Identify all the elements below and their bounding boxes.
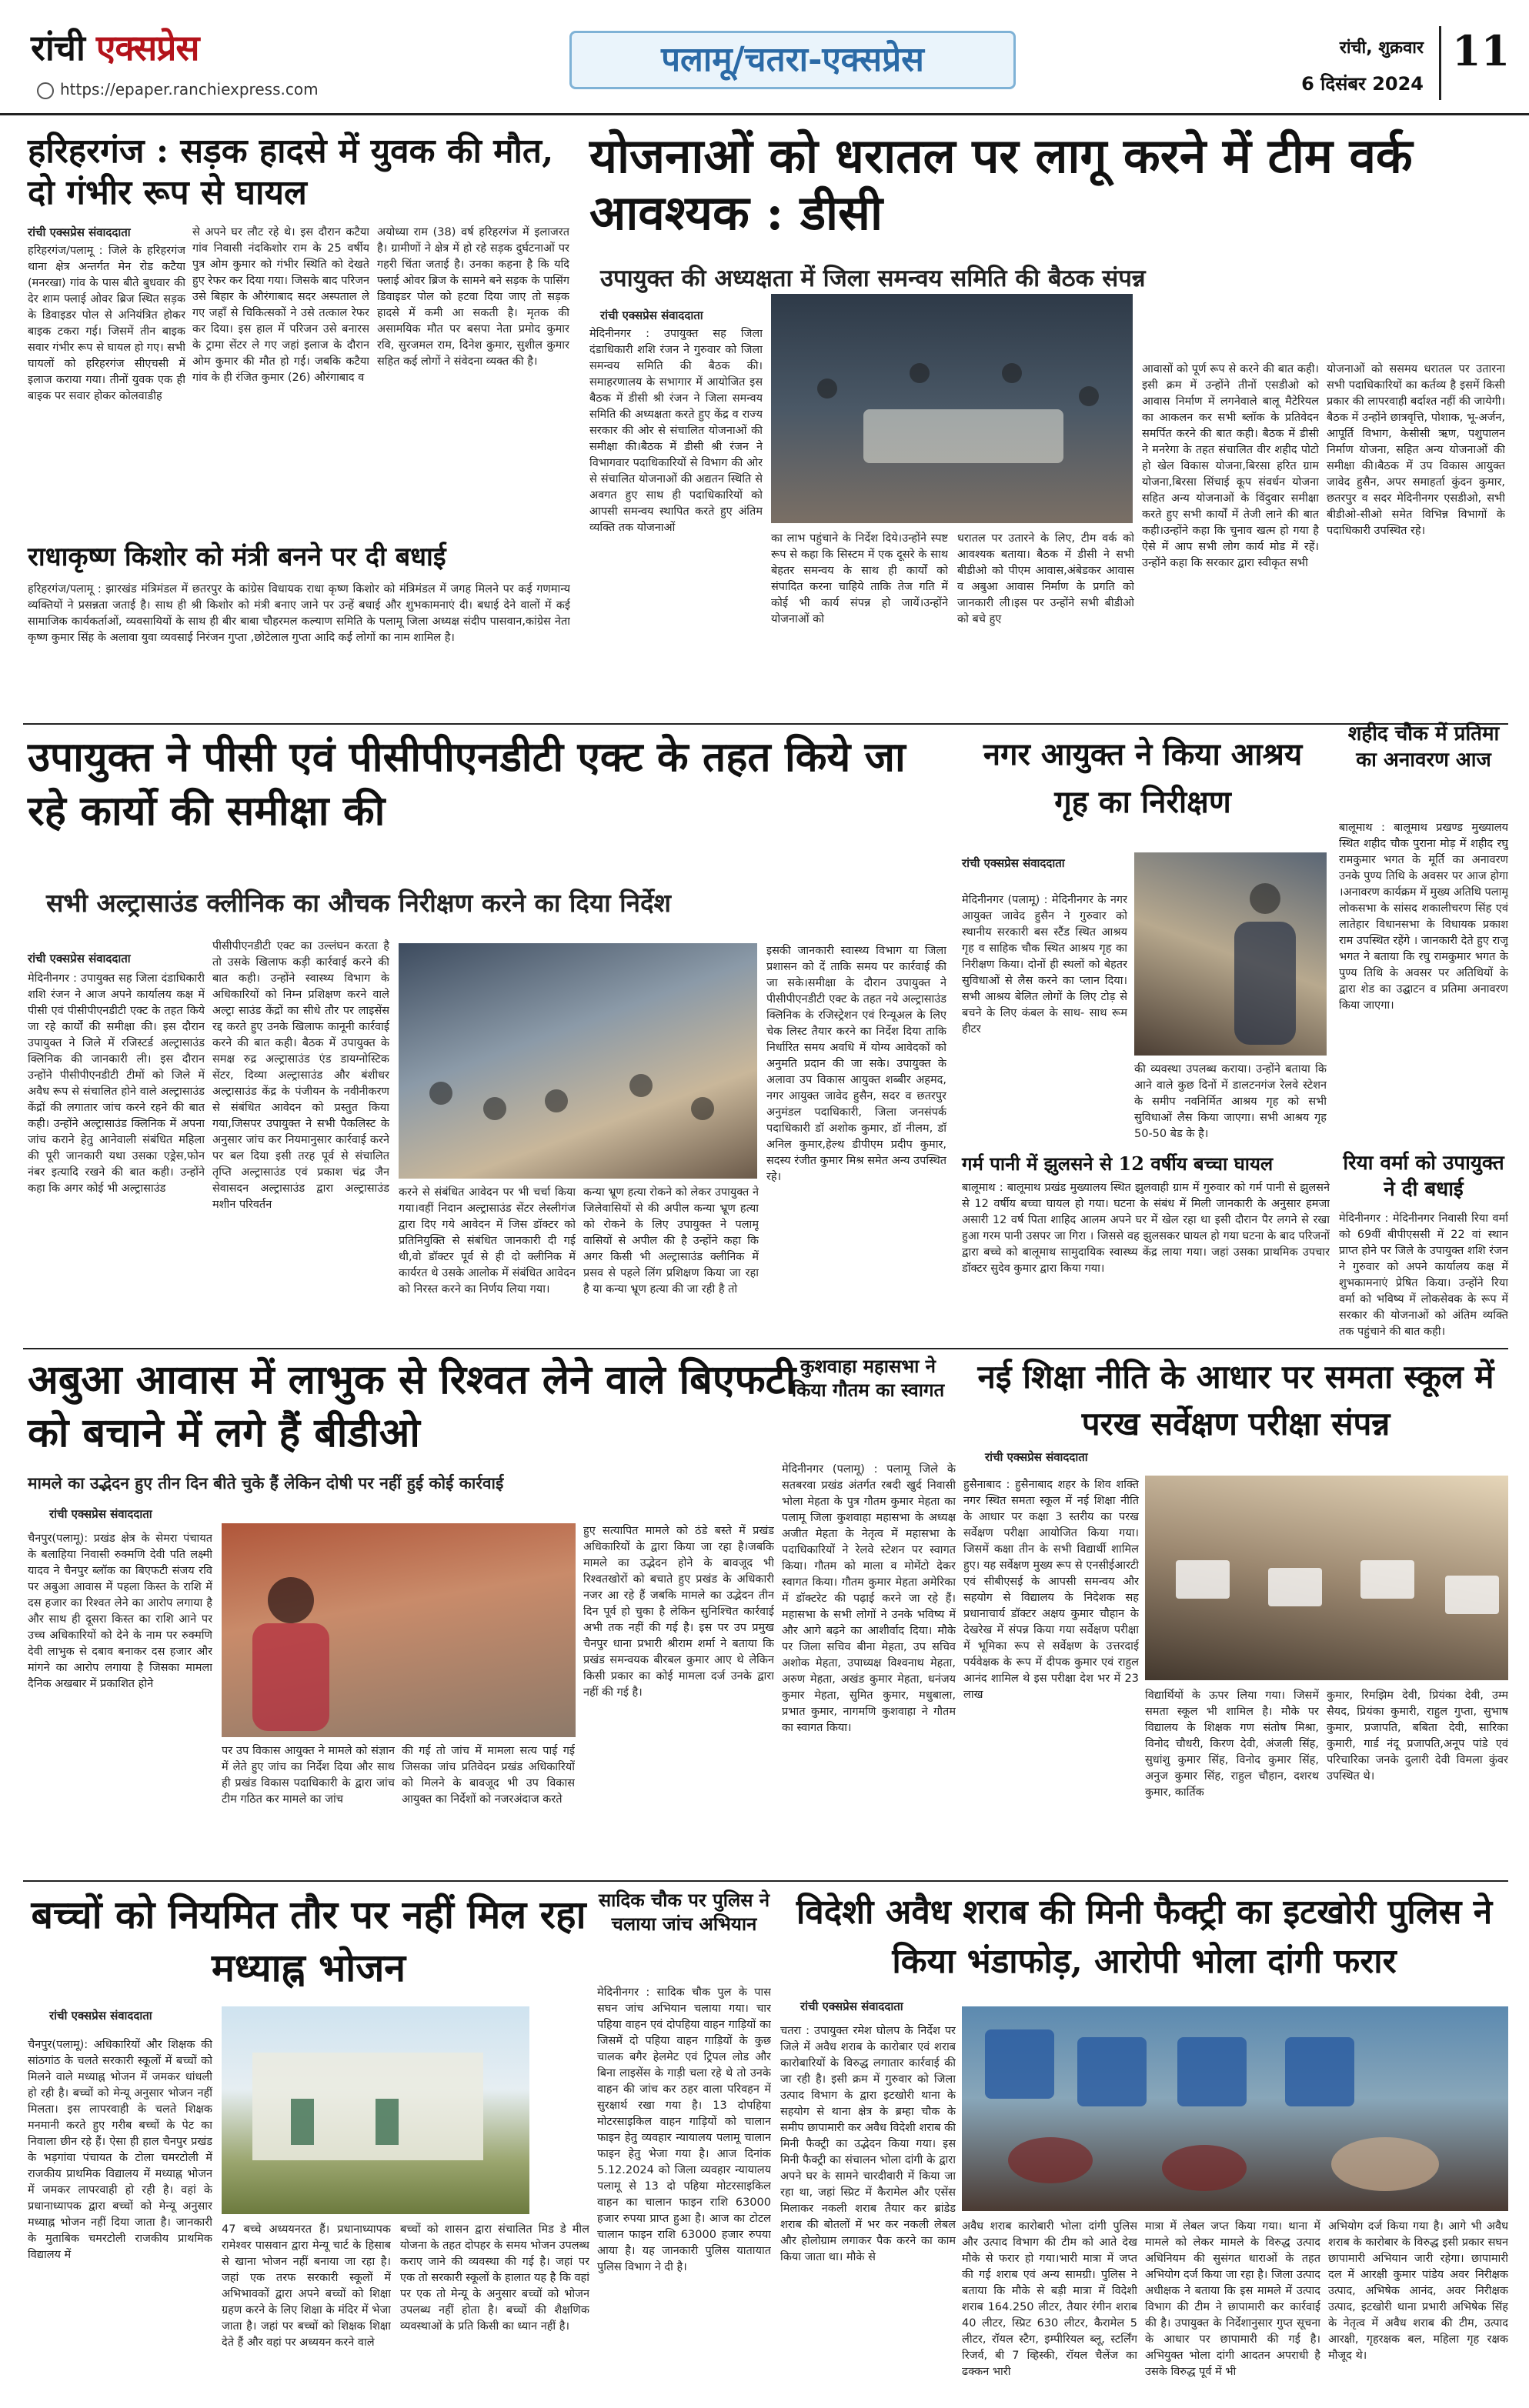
- article-column: की गई तो जांच में मामला सत्य पाई गई जिसका जांच प्रतिवेदन प्रखंड अधिकारियों को मिलने के बावजूद भी उप विकास आयुक्त का निर्देशों को नजरअंदाज करते: [402, 1745, 575, 1806]
- review-meeting-photo: [399, 943, 757, 1179]
- article-column: पीसीपीएनडीटी एक्ट का उल्लंघन करता है तो उसके खिलाफ कड़ी कार्रवाई करने की बात कही। उन्होंने स्वास्थ्य विभाग के अधिकारियों को निम्न प्रशिक्षण करने वाले अल्ट्रा साउंड केंद्रों का सीधे तौर पर लाइसेंस रद्द करते हुए उनके खिलाफ कानूनी कार्रवाई करने की बात कही। बैठक में उपायुक्त के समक्ष रुद्र अल्ट्रासाउंड एंड डायग्नोस्टिक सेंटर, दिव्या अल्ट्रासाउंड और बंशीधर अल्ट्रासाउंड केंद्र के पंजीयन के नवीनीकरण से संबंधित आवेदन को प्रस्तुत किया गया,जिसपर उपायुक्त ने सभी पैकलिस्ट के अनुसार जांच कर नियमानुसार कार्रवाई करने पर बल दिया इसी तरह पूर्व से संचालित तृप्ति अल्ट्रासाउंड एवं प्रकाश चंद्र जैन सेवासदन अल्ट्रासाउंड द्वारा अल्ट्रासाउंड मशीन परिवर्तन: [212, 940, 389, 1211]
- article-body: बालूमाथ : बालूमाथ प्रखंड मुख्यालय स्थित झुलवाही ग्राम में गुरुवार को गर्म पानी से झुलसने से 12 वर्षीय बच्चा घायल हो गया। घटना के संबंध में मिली जानकारी के अनुसार हमजा असारी 12 वर्ष पिता शाहिद आलम अपने घर में खेल रहा था इसी दौरान पैर लगने से रखा हुआ गरम पानी उसपर जा गिरा । जिससे वह झुलसकर घायल हो गया घटना के बाद परिजनों द्वारा बच्चे को बालूमाथ सामुदायिक स्वास्थ्य केंद्र लाया गया। जहां उसका प्राथमिक उपचार डॉक्टर सुदेव कुमार द्वारा किया गया।: [962, 1182, 1330, 1275]
- article-column: मेदिनीनगर : उपायुक्त सह जिला दंडाधिकारी शशि रंजन ने आज अपने कार्यालय कक्ष में पीसी एवं पीसीपीएनडीटी एक्ट के तहत किये जा रहे कार्यों की समीक्षा की। इस दौरान उपायुक्त ने जिले में रजिस्टर्ड अल्ट्रासाउंड क्लिनिक की जानकारी ली। इस दौरान उन्होंने पीसीपीएनडीटी टीमों को जिले में अवैध रूप से संचालित होने वाले अल्ट्रासाउंड केंद्रों की लगातार जांच करने रहने की बात कही। उन्होंने अल्ट्रासाउंड क्लिनिक में अपना जांच कराने हेतु आनेवाली संबंधित महिला की पूरी जानकारी यथा उसका एड्रेस,फोन नंबर इत्यादि रखने की बात कही। उन्होंने कहा कि अगर कोई भी अल्ट्रासाउंड: [28, 972, 205, 1195]
- meeting-photo: [771, 294, 1133, 523]
- article-body: मेदिनीनगर : सादिक चौक पुल के पास सघन जांच अभियान चलाया गया। चार पहिया वाहन एवं दोपहिया वाहन गाड़ियों का जिसमें दो पहिया वाहन गाड़ियों के कुछ चालक बगैर हेलमेट एवं ट्रिपल लोड और बिना लाइसेंस के गाड़ी चला रहे थे तो उनके वाहन की जांच कर ठहर वाला परिवहन में सुरक्षार्थ रखा गया है। 13 दोपहिया मोटरसाइकिल वाहन गाड़ियों को चालान फाइन हेतु व्यवहार न्यायालय पलामू चालान फाइन हेतु भेजा गया है। आज दिनांक 5.12.2024 को जिला व्यवहार न्यायालय पलामू से 13 दो पहिया मोटरसाइकिल वाहन का चालान फाइन राशि 63000 हजार रुपया प्राप्त हुआ है। आज का टोटल चालान फाइन राशि 63000 हजार रुपया आया है। यह जानकारी पुलिस यातायात पुलिस विभाग ने दी है।: [597, 1986, 771, 2273]
- article-column: अवैध शराब कारोबारी भोला दांगी पुलिस और उत्पाद विभाग की टीम को आते देख मौके से फरार हो गया।भारी मात्रा में जप्त की गई शराब एवं अन्य सामग्री। पुलिस ने बताया कि मौके से बड़ी मात्रा में विदेशी शराब 164.250 लीटर, तैयार रंगीन शराब 40 लीटर, स्प्रिट 630 लीटर, कैरामेल 5 लीटर, रॉयल स्टैग, इम्पीरियल ब्लू, स्टर्लिंग रिजर्व, बी 7 व्हिस्की, रॉयल चैलेंज का ढक्कन भारी: [962, 2220, 1137, 2378]
- byline: रांची एक्सप्रेस संवाददाता: [28, 952, 131, 966]
- page-number: 11: [1439, 26, 1510, 100]
- headline-hot-water-burn: गर्म पानी में झुलसने से 12 वर्षीय बच्चा घायल: [962, 1152, 1274, 1175]
- masthead: [0, 0, 1529, 115]
- byline: रांची एक्सप्रेस संवाददाता: [49, 2009, 152, 2023]
- article-column: 47 बच्चे अध्ययनरत हैं। प्रधानाध्यापक रामेश्वर पासवान द्वारा मेन्यू चार्ट के हिसाब से खाना भोजन नहीं बनाया जा रहा है। जहां एक तरफ सरकारी स्कूलों में अभिभावकों द्वारा अपने बच्चों को शिक्षा ग्रहण करने के लिए शिक्षा के मंदिर में भेजा जाता है। जहां पर बच्चों को शिक्षक शिक्षा देते हैं और वहां पर अध्ययन करने वाले: [222, 2223, 391, 2349]
- article-column: अभियोग दर्ज किया गया है। आगे भी अवैध शराब के कारोबार के विरुद्ध इसी प्रकार सघन छापामारी अभियान जारी रहेगा। छापामारी दल में आरक्षी कुमार पांडेय अवर निरीक्षक उत्पाद, अभिषेक आनंद, अवर निरीक्षक उत्पाद, इटखोरी थाना प्रभारी अभिषेक सिंह के नेतृत्व में अवैध शराब की टीम, उत्पाद आरक्षी, गृहरक्षक बल, महिला गृह रक्षक मौजूद थे।: [1328, 2220, 1508, 2362]
- seized-liquor-photo: [962, 2006, 1508, 2211]
- article-body: मेदिनीनगर : मेदिनीनगर निवासी रिया वर्मा को 69वीं बीपीएससी में 22 वां स्थान प्राप्त होने पर जिले के उपायुक्त शशि रंजन ने गुरुवार को अपने कार्यालय कक्ष में शुभकामनाएं प्रेषित किया। उन्होंने रिया वर्मा को भविष्य में लोकसेवक के रूप में सरकार की योजनाओं को अंतिम व्यक्ति तक पहुंचाने की बात कही।: [1339, 1212, 1508, 1338]
- divider: [23, 1348, 1508, 1349]
- article-column: का लाभ पहुंचाने के निर्देश दिये।उन्होंने स्पष्ट रूप से कहा कि सिस्टम में एक दूसरे के साथ बेहतर समन्वय के साथ ही कार्यों को संपादित करना चाहिये ताकि तेज गति में कोई भी कार्य संपन्न हो जायें।उन्होंने योजनाओं को: [771, 532, 948, 625]
- article-column: हरिहरगंज/पलामू : जिले के हरिहरगंज थाना क्षेत्र अन्तर्गत मेन रोड कटैया (मनरखा) गांव के पास बीते बुधवार की देर शाम फ्लाई ओवर ब्रिज स्थित सड़क के डिवाइडर पोल से अनियंत्रित होकर बाइक टकरा गई। जिसमें तीन बाइक सवार गंभीर रूप से घायल हो गए। सभी घायलों को हरिहरगंज सीएचसी में इलाज कराया गया। तीनों युवक एक ही बाइक पर सवार होकर कोलवाडीह: [28, 245, 185, 402]
- article-column: करने से संबंधित आवेदन पर भी चर्चा किया गया।वहीं निदान अल्ट्रासाउंड सेंटर लेस्लीगंज द्वारा दिए गये आवेदन में जिस डॉक्टर को प्रतिनियुक्ति से संबंधित जानकारी दी गई थी,वो डॉक्टर पूर्व से ही दो क्लीनिक में कार्यरत थे उसके आलोक में संबंधित आवेदन को निरस्त करने का निर्णय लिया गया।: [399, 1186, 576, 1296]
- dateline-date: 6 दिसंबर 2024: [1301, 73, 1424, 95]
- section-banner: पलामू/चतरा-एक्सप्रेस: [569, 31, 1016, 89]
- divider: [23, 723, 1508, 725]
- article-column: हुसैनाबाद : हुसैनाबाद शहर के शिव शक्ति नगर स्थित समता स्कूल में नई शिक्षा नीति के आधार पर कक्षा 3 स्तरीय का परख सर्वेक्षण परीक्षा आयोजित किया गया। जिसमें कक्षा तीन के सभी विद्यार्थी शामिल हुए। यह सर्वेक्षण मुख्य रूप से एनसीईआरटी एवं सीबीएसई के आपसी समन्वय और सहयोग से विद्यालय के निदेशक सह प्रधानाचार्य डॉक्टर अक्षय कुमार चौहान के देखरेख में संपन्न किया गया सर्वेक्षण परीक्षा में भूमिका रूप से सर्वेक्षण के उत्तरदाई पर्यवेक्षक के रूप में दीपक कुमार एवं राहुल आनंद शामिल थे इस परीक्षा देश भर में 23 लाख: [963, 1479, 1139, 1701]
- article-column: इसकी जानकारी स्वास्थ्य विभाग या जिला प्रशासन को दें ताकि समय पर कार्रवाई की जा सके।समीक्षा के दौरान उपायुक्त ने पीसीपीएनडीटी एक्ट के तहत नये अल्ट्रासाउंड क्लिनिक के रजिस्ट्रेशन एवं रिन्यूअल के लिए चेक लिस्ट तैयार करने का निर्देश दिया ताकि निर्धारित समय अवधि में योग्य आवेदकों को अनुमति प्रदान की जा सके। उपायुक्त के अलावा उप विकास आयुक्त शब्बीर अहमद, नगर आयुक्त जावेद हुसैन, सदर व छतरपुर अनुमंडल पदाधिकारी, जिला जनसंपर्क पदाधिकारी डॉ अशोक कुमार, डॉ नीलम, डॉ अनिल कुमार,हेल्थ डीपीएम प्रदीप कुमार, सदस्य रंजीत कुमार मिश्र समेत अन्य उपस्थित रहे।: [766, 945, 946, 1183]
- article-column: मेदिनीनगर (पलामू) : मेदिनीनगर के नगर आयुक्त जावेद हुसैन ने गुरुवार को स्थानीय सरकारी बस स्टैंड स्थित आश्रय गृह व साहिक चौक स्थित आश्रय गृह का निरीक्षण किया। दोनों ही स्थलों को बेहतर सुविधाओं से लैस करने का प्लान दिया। सभी आश्रय बेलित लोगों के लिए टोड़ से बचने के लिए कंबल के साथ- साथ रूम हीटर: [962, 894, 1127, 1036]
- article-column: मेदिनीनगर : उपायुक्त सह जिला दंडाधिकारी शशि रंजन ने गुरुवार को जिला समन्वय समिति की बैठक की। समाहरणालय के सभागार में आयोजित इस बैठक में डीसी श्री रंजन ने जिला समन्वय समिति की अध्यक्षता करते हुए केंद्र व राज्य सरकार की ओर से संचालित योजनाओं की समीक्षा की।बैठक में डीसी श्री रंजन ने विभागवार पदाधिकारियों से विभाग की ओर से संचालित योजनाओं की अद्यतन स्थिति से अवगत हुए साथ ही पदाधिकारियों को आपसी समन्वय स्थापित करते हुए अंतिम व्यक्ति तक योजनाओं: [589, 328, 763, 534]
- article-column: धरातल पर उतारने के लिए, टीम वर्क को आवश्यक बताया। बैठक में डीसी ने सभी बीडीओ को पीएम आवास,अंबेडकर आवास व अबुआ आवास निर्माण के प्रगति को जानकारी ली।इस पर उन्होंने सभी बीडीओ को बचे हुए: [957, 532, 1134, 625]
- headline-statue-unveiling: शहीद चौक में प्रतिमा का अनावरण आज: [1347, 722, 1500, 772]
- subheadline: उपायुक्त की अध्यक्षता में जिला समन्वय समिति की बैठक संपन्न: [600, 265, 1146, 292]
- shelter-photo: [1134, 852, 1327, 1056]
- headline-team-work-dc: योजनाओं को धरातल पर लागू करने में टीम वर्क आवश्यक : डीसी: [589, 128, 1413, 242]
- byline: रांची एक्सप्रेस संवाददाता: [28, 225, 131, 239]
- article-column: योजनाओं को ससमय धरातल पर उतारना सभी पदाधिकारियों का कर्तव्य है इसमें किसी प्रकार की लापरवाही बर्दाश्त नहीं की जायेगी। बैठक में उन्होंने छात्रवृत्ति, पोशाक, भू-अर्जन, आपूर्ति विभाग, केसीसी ऋण, पशुपालन निर्माण योजना, सहित अन्य योजनाओं की समीक्षा की।बैठक में उप विकास आयुक्त जावेद हुसैन, अपर समाहर्ता कुंदन कुमार, छतरपुर व सदर मेदिनीनगर एसडीओ, सभी बीडीओ-सीओ समेत विभिन्न विभागों के पदाधिकारी उपस्थित रहे।: [1327, 363, 1505, 537]
- headline-liquor-factory: विदेशी अवैध शराब की मिनी फैक्ट्री का इटखोरी पुलिस ने किया भंडाफोड़, आरोपी भोला दांगी फरार: [796, 1893, 1493, 1981]
- article-column: की व्यवस्था उपलब्ध कराया। उन्होंने बताया कि आने वाले कुछ दिनों में डालटनगंज रेलवे स्टेशन के समीप नवनिर्मित आश्रय गृह को सभी सुविधाओं लैस किया जाएगा। सभी आश्रय गृह 50-50 बेड के है।: [1134, 1063, 1327, 1140]
- article-column: पर उप विकास आयुक्त ने मामले को संज्ञान में लेते हुए जांच का निर्देश दिया और साथ ही प्रखंड विकास पदाधिकारी के द्वारा जांच टीम गठित कर मामले का जांच: [222, 1745, 395, 1806]
- epaper-url[interactable]: https://epaper.ranchiexpress.com: [37, 80, 319, 99]
- article-column: बच्चों को शासन द्वारा संचालित मिड डे मील योजना के तहत दोपहर के समय भोजन उपलब्ध कराए जाने की व्यवस्था की गई है। जहां पर एक तो सरकारी स्कूलों के हालात यह है कि वहां पर एक तो मेन्यू के अनुसार बच्चों को भोजन उपलब्ध नहीं होता है। बच्चों की शैक्षणिक व्यवस्थाओं के प्रति किसी का ध्यान नहीं है।: [400, 2223, 589, 2333]
- students-exam-photo: [1145, 1476, 1508, 1680]
- headline-kushwaha-welcome: कुशवाहा महासभा ने किया गौतम का स्वागत: [791, 1355, 945, 1402]
- newspaper-logo: रांची एक्सप्रेस: [31, 27, 199, 68]
- headline-road-accident: हरिहरगंज : सड़क हादसे में युवक की मौत, दो गंभीर रूप से घायल: [28, 132, 554, 212]
- headline-pcpndt-review: उपायुक्त ने पीसी एवं पीसीपीएनडीटी एक्ट के तहत किये जा रहे कार्यो की समीक्षा की: [28, 733, 906, 835]
- article-column: कुमार, रिमझिम देवी, प्रियंका देवी, उम्म सैयद, प्रियंका कुमारी, राहुल गुप्ता, सुभाष कुमार, प्रजापति, बबिता देवी, सारिका कुमारी, गार्ड नंदू प्रजापति,अनूप पांडे एवं परिचारिका जनके दुलारी देवी विमला कुंवर उपस्थित थे।: [1327, 1689, 1508, 1783]
- headline-shelter-inspection: नगर आयुक्त ने किया आश्रय गृह का निरीक्षण: [983, 736, 1303, 820]
- divider: [23, 1880, 1508, 1882]
- article-column: चैनपुर(पलामू): प्रखंड क्षेत्र के सेमरा पंचायत के बलाहिया निवासी रुक्मणि देवी पति लक्ष्मी यादव ने चैनपुर ब्लॉक का बिएफटी संजय रवि पर अबुआ आवास में पहला किस्त के राशि में दस हजार का रिश्वत लेने का आरोप लगाया है और साथ ही दूसरा किस्त का राशि आने पर उच्च अधिकारियों को देने के नाम पर रुक्मणि देवी लाभुक से दबाव बनाकर दस हजार और मांगने का आरोप लगाया है जिसका मामला दैनिक अखबार में प्रकाशित होने: [28, 1533, 212, 1690]
- headline-riya-verma: रिया वर्मा को उपायुक्त ने दी बधाई: [1343, 1152, 1504, 1201]
- article-column: आवासों को पूर्ण रूप से करने की बात कही।इसी क्रम में उन्होंने तीनों एसडीओ को आवास निर्माण में लगनेवाले बालू मैटेरियल का आकलन कर सभी ब्लॉक के प्रतिवेदन समर्पित करने की बात कही। बैठक में डीसी ने मनरेगा के तहत संचालित वीर शहीद पोटो हो खेल विकास योजना,बिरसा हरित ग्राम योजना,बिरसा सिंचाई कूप संवर्धन योजना सहित अन्य योजनाओं के विंदुवार समीक्षा करते हुए सभी कार्यों में तेजी लाने की बात कही।उन्होंने कहा कि चुनाव खत्म हो गया है ऐसे में आप सभी लोग कार्य मोड में रहें।उन्होंने कहा कि सरकार द्वारा स्वीकृत सभी: [1142, 363, 1319, 569]
- subheadline: सभी अल्ट्रासाउंड क्लीनिक का औचक निरीक्षण करने का दिया निर्देश: [46, 888, 671, 918]
- headline-minister-congrats: राधाकृष्ण किशोर को मंत्री बनने पर दी बधाई: [28, 542, 446, 572]
- byline: रांची एक्सप्रेस संवाददाता: [962, 856, 1065, 870]
- article-column: हुए सत्यापित मामले को ठंडे बस्ते में प्रखंड अधिकारियों के द्वारा किया जा रहा है।जबकि मामले का उद्भेदन होने के बावजूद भी रिश्वतखोरों को बचाते हुए प्रखंड के अधिकारी नजर आ रहे हैं जबकि मामले का उद्भेदन तीन दिन पूर्व हो चुका है लेकिन सुनिश्चित कार्रवाई अभी तक नहीं की गई है। इस पर उप प्रमुख चैनपुर धाना प्रभारी श्रीराम शर्मा ने बताया कि प्रखंड समन्वयक बीरबल कुमार आए थे लेकिन किसी प्रकार का कोई मामला दर्ज उनके द्वारा नहीं की गई है।: [583, 1525, 774, 1699]
- headline-midday-meal: बच्चों को नियमित तौर पर नहीं मिल रहा मध्याह्न भोजन: [31, 1892, 586, 1990]
- article-column: विद्यार्थियों के ऊपर लिया गया। जिसमें समता स्कूल भी शामिल है। मौके पर विद्यालय के शिक्षक गण संतोष मिश्रा, विनोद चौधरी, किरण देवी, अंजली सिंह, सुधांशु कुमार सिंह, विनोद कुमार सिंह, अनुज कुमार सिंह, राहुल चौहान, दशरथ कुमार, कार्तिक: [1145, 1689, 1319, 1799]
- byline: रांची एक्सप्रेस संवाददाता: [600, 309, 703, 322]
- article-column: अयोध्या राम (38) वर्ष हरिहरगंज में इलाजरत है। ग्रामीणों ने क्षेत्र में हो रहे सड़क दुर्घटनाओं पर गहरी चिंता जताई है। उनका कहना है कि यदि फ्लाई ओवर ब्रिज के सामने बने सड़क के पासिंग डिवाइडर पोल को हटवा दिया जाए तो सड़क हादसे में कमी आ सकती है। मृतक की असामयिक मौत पर बसपा नेता प्रमोद कुमार रवि, सुरजमल राम, दिनेश कुमार, सुशील कुमार सहित कई लोगों ने संवेदना व्यक्त की है।: [377, 226, 569, 368]
- subheadline: मामले का उद्भेदन हुए तीन दिन बीते चुके हैं लेकिन दोषी पर नहीं हुई कोई कार्रवाई: [28, 1474, 504, 1492]
- byline: रांची एक्सप्रेस संवाददाता: [985, 1450, 1088, 1464]
- article-column: कन्या भ्रूण हत्या रोकने को लेकर उपायुक्त ने जिलेवासियों से की अपील कन्या भ्रूण हत्या को रोकने के लिए उपायुक्त ने पलामू वासियों से अपील की है उन्होंने कहा कि अगर किसी भी अल्ट्रासाउंड क्लीनिक में प्रसव से पहले लिंग प्रशिक्षण किया जा रहा है या कन्या भ्रूण हत्या की जा रही है तो: [583, 1186, 759, 1296]
- school-building-photo: [222, 2006, 529, 2214]
- headline-school-survey: नई शिक्षा नीति के आधार पर समता स्कूल में परख सर्वेक्षण परीक्षा संपन्न: [977, 1358, 1494, 1442]
- article-body: मेदिनीनगर (पलामू) : पलामू जिले के सतबरवा प्रखंड अंतर्गत रबदी खुर्द निवासी भोला मेहता के पुत्र गौतम कुमार मेहता का पलामू जिला कुशवाहा महासभा के अध्यक्ष अजीत मेहता के नेतृत्व में महासभा के पदाधिकारियों ने रेलवे स्टेशन पर स्वागत किया। गौतम को माला व मोमेंटो देकर स्वागत किया। गौतम कुमार मेहता अमेरिका में डॉक्टरेट की पढ़ाई करने जा रहे हैं। महासभा के सभी लोगों ने उनके भविष्य में और आगे बढ़ने का आशीर्वाद दिया। मौके पर जिला सचिव बीना मेहता, उप सचिव अशोक मेहता, उपाध्यक्ष विश्वनाथ मेहता, अरुण मेहता, अखंड कुमार मेहता, धनंजय कुमार मेहता, सुमित कुमार, मधुबाला, प्रभात कुमार, नागमणि कुशवाहा ने गौतम का स्वागत किया।: [782, 1463, 956, 1734]
- article-column: से अपने घर लौट रहे थे। इस दौरान कटैया गांव निवासी नंदकिशोर राम के 25 वर्षीय पुत्र ओम कुमार को गंभीर स्थिति को देखते हुए रेफर कर दिया गया। जिसके बाद परिजन उसे बिहार के औरंगाबाद सदर अस्पताल ले गए जहाँ से चिकित्सकों ने उसे तत्काल रेफर कर दिया। इस हाल में परिजन उसे बनारस के ट्रामा सेंटर ले गए जहां इलाज के दौरान ओम कुमार की मौत हो गई। जबकि कटैया गांव के ही रंजित कुमार (26) औरंगाबाद व: [192, 226, 369, 384]
- beneficiary-photo: [222, 1523, 576, 1737]
- headline-abua-awas-bribe: अबुआ आवास में लाभुक से रिश्वत लेने वाले बिएफटी को बचाने में लगे हैं बीडीओ: [28, 1356, 796, 1456]
- byline: रांची एक्सप्रेस संवाददाता: [49, 1507, 152, 1521]
- byline: रांची एक्सप्रेस संवाददाता: [800, 1999, 903, 2013]
- globe-icon: [37, 82, 54, 99]
- article-column: मात्रा में लेबल जप्त किया गया। थाना में मामले को लेकर मामले के विरुद्ध उत्पाद अधिनियम की सुसंगत धाराओं के तहत अभियोग दर्ज किया जा रहा है। जिला उत्पाद अधीक्षक ने बताया कि इस मामले में उत्पाद विभाग की टीम ने छापामारी कर कार्रवाई की है। उपायुक्त के निर्देशानुसार गुप्त सूचना के आधार पर छापामारी की गई है। अभियुक्त भोला दांगी आदतन अपराधी है उसके विरुद्ध पूर्व में भी: [1145, 2220, 1320, 2378]
- article-column: चैनपुर(पलामू): अधिकारियों और शिक्षक की सांठगांठ के चलते सरकारी स्कूलों में बच्चों को मिलने वाले मध्याह्न भोजन में जमकर धांधली हो रही है। बच्चों को मेन्यू अनुसार भोजन नहीं मिलता। इस लापरवाही के चलते शिक्षक मनमानी करते हुए गरीब बच्चों के पेट का निवाला छीन रहे हैं। ऐसा ही हाल चैनपुर प्रखंड के भड़गांवा पंचायत के टोला चमरटोली में राजकीय प्राथमिक विद्यालय में मध्याह्न भोजन में जमकर लापरवाही हो रही है। वहां के प्रधानाध्यापक द्वारा बच्चों को मेन्यू अनुसार मध्याह्न भोजन नहीं दिया जाता है। जानकारी के मुताबिक चमरटोली राजकीय प्राथमिक विद्यालय में: [28, 2039, 212, 2261]
- headline-vehicle-check: सादिक चौक पर पुलिस ने चलाया जांच अभियान: [598, 1889, 770, 1936]
- article-body: बालूमाथ : बालूमाथ प्रखण्ड मुख्यालय स्थित शहीद चौक पुराना मोड़ में शहीद रघु रामकुमार भगत के मूर्ति का अनावरण उनके पुण्य तिथि के अवसर पर आज होगा ।अनावरण कार्यक्रम में मुख्य अतिथि पलामू लोकसभा के सांसद शकालीचरण सिंह एवं लातेहार विधानसभा के विधायक प्रकाश राम उपस्थित रहेंगे । जानकारी देते हुए राजू भगत ने बताया कि रघु रामकुमार भगत के पुण्य तिथि के अवसर पर अतिथियों के द्वारा शेड का उद्घाटन व प्रतिमा अनावरण किया जाएगा।: [1339, 822, 1508, 1012]
- article-column: चतरा : उपायुक्त रमेश घोलप के निर्देश पर जिले में अवैध शराब के कारोबार एवं शराब कारोबारियों के विरुद्ध लगातार कार्रवाई की जा रही है। इसी क्रम में गुरुवार को जिला उत्पाद विभाग के द्वारा इटखोरी थाना के सहयोग से थाना क्षेत्र के ब्रम्हा चौक के समीप छापामारी कर अवैध विदेशी शराब की मिनी फैक्ट्री का उद्भेदन किया गया। इस मिनी फैक्ट्री का संचालन भोला दांगी के द्वारा अपने घर के सामने चारदीवारी में किया जा रहा था, जहां स्प्रिट में कैरामेल और एसेंस मिलाकर नकली शराब तैयार कर ब्रांडेड शराब की बोतलों में भर कर नकली लेबल और होलोग्राम लगाकर पैक करने का काम किया जाता था। मौके से: [780, 2025, 956, 2263]
- dateline-city: रांची, शुक्रवार: [1339, 38, 1424, 58]
- article-body: हरिहरगंज/पलामू : झारखंड मंत्रिमंडल में छतरपुर के कांग्रेस विधायक राधा कृष्ण किशोर को मंत्रिमंडल में जगह मिलने पर कई गणमान्य व्यक्तियों ने प्रसन्नता जताई है। साथ ही श्री किशोर को मंत्री बनाए जाने पर उन्हें बधाई और शुभकामनाएं दी। बधाई देने वालों में कई सामाजिक कार्यकर्ताओं, व्यवसायियों के साथ ही बीर बाबा चौहरमल कल्याण समिति के पलामू जिला अध्यक्ष संदीप पासवान,कांग्रेस नेता कृष्ण कुमार सिंह के अलावा युवा व्यवसाई निरंजन गुप्ता ,छोटेलाल गुप्ता आदि कई लोगों का नाम शामिल है।: [28, 583, 570, 644]
